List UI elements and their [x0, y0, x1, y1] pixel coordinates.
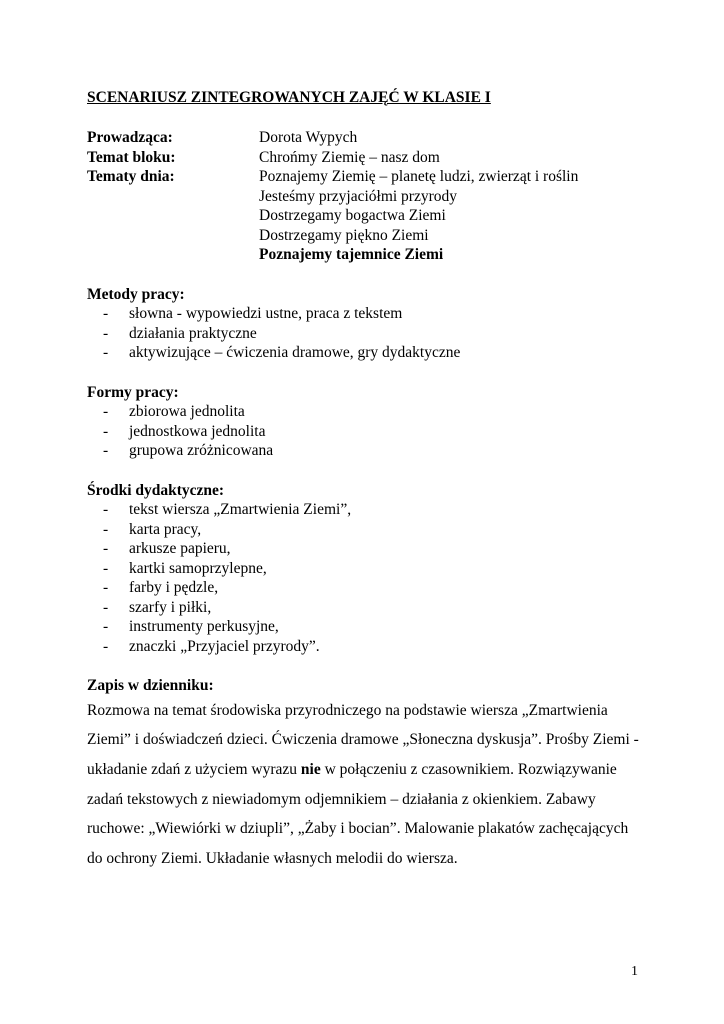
methods-section	[87, 285, 647, 363]
list-item: - szarfy i piłki,	[103, 598, 647, 618]
list-item: - jednostkowa jednolita	[103, 422, 647, 442]
list-item: - słowna - wypowiedzi ustne, praca z tekstem	[103, 304, 647, 324]
day-topic: Jesteśmy przyjaciółmi przyrody	[259, 187, 458, 205]
leader-label: Prowadząca:	[87, 129, 173, 146]
block-label: Temat bloku:	[87, 148, 176, 166]
list-item: - kartki samoprzylepne,	[103, 559, 647, 579]
means-title: Środki dydaktyczne:	[87, 481, 225, 499]
list-item: - znaczki „Przyjaciel przyrody”.	[103, 637, 647, 657]
day-topic-current: Poznajemy tajemnice Ziemi	[259, 246, 444, 263]
journal-section	[87, 676, 647, 874]
page-number: 1	[631, 964, 638, 979]
means-section	[87, 481, 647, 657]
leader-value: Dorota Wypych	[259, 129, 358, 146]
list-item: - arkusze papieru,	[103, 539, 647, 559]
methods-title: Metody pracy:	[87, 285, 185, 303]
list-item: - instrumenty perkusyjne,	[103, 617, 647, 637]
list-item: - grupowa zróżnicowana	[103, 441, 647, 461]
methods-list	[87, 304, 647, 363]
list-item: - tekst wiersza „Zmartwienia Ziemi”,	[103, 500, 647, 520]
forms-title: Formy pracy:	[87, 383, 179, 401]
list-item: - karta pracy,	[103, 520, 647, 540]
document-page	[87, 88, 647, 874]
block-value: Chrońmy Ziemię – nasz dom	[259, 148, 440, 166]
forms-section	[87, 383, 647, 461]
journal-title: Zapis w dzienniku:	[87, 677, 214, 694]
means-list	[87, 500, 647, 656]
list-item: - aktywizujące – ćwiczenia dramowe, gry dydaktyczne	[103, 343, 647, 363]
list-item: - zbiorowa jednolita	[103, 402, 647, 422]
day-topic: Poznajemy Ziemię – planetę ludzi, zwierząt i roślin	[259, 168, 579, 185]
day-topic: Dostrzegamy bogactwa Ziemi	[259, 207, 446, 224]
list-item: - działania praktyczne	[103, 324, 647, 344]
day-topics-list	[259, 167, 647, 265]
journal-text-part: Rozmowa na temat środowiska przyrodniczego na podstawie wiersza „Zmartwienia Ziemi” i doświadczeń dzieci. Ćwiczenia dramowe „Słoneczna dyskusja”. Prośby Ziemi - układanie zdań z użyciem wyrazu	[87, 701, 639, 778]
journal-bold-word: nie	[300, 760, 321, 778]
document-title: SCENARIUSZ ZINTEGROWANYCH ZAJĘĆ W KLASIE I	[87, 89, 491, 106]
forms-list	[87, 402, 647, 461]
list-item: - farby i pędzle,	[103, 578, 647, 598]
info-block	[87, 128, 647, 265]
day-topics-label: Tematy dnia:	[87, 168, 175, 185]
journal-text	[87, 696, 647, 874]
day-topic: Dostrzegamy piękno Ziemi	[259, 226, 429, 244]
journal-text-part: w połączeniu z czasownikiem. Rozwiązywanie zadań tekstowych z niewiadomym odjemnikiem – działania z okienkiem. Zabawy ruchowe: „Wiewiórki w dziupli”, „Żaby i bocian”. Malowanie plakatów zachęcających do ochrony Ziemi. Układanie własnych melodii do wiersza.	[87, 760, 629, 868]
